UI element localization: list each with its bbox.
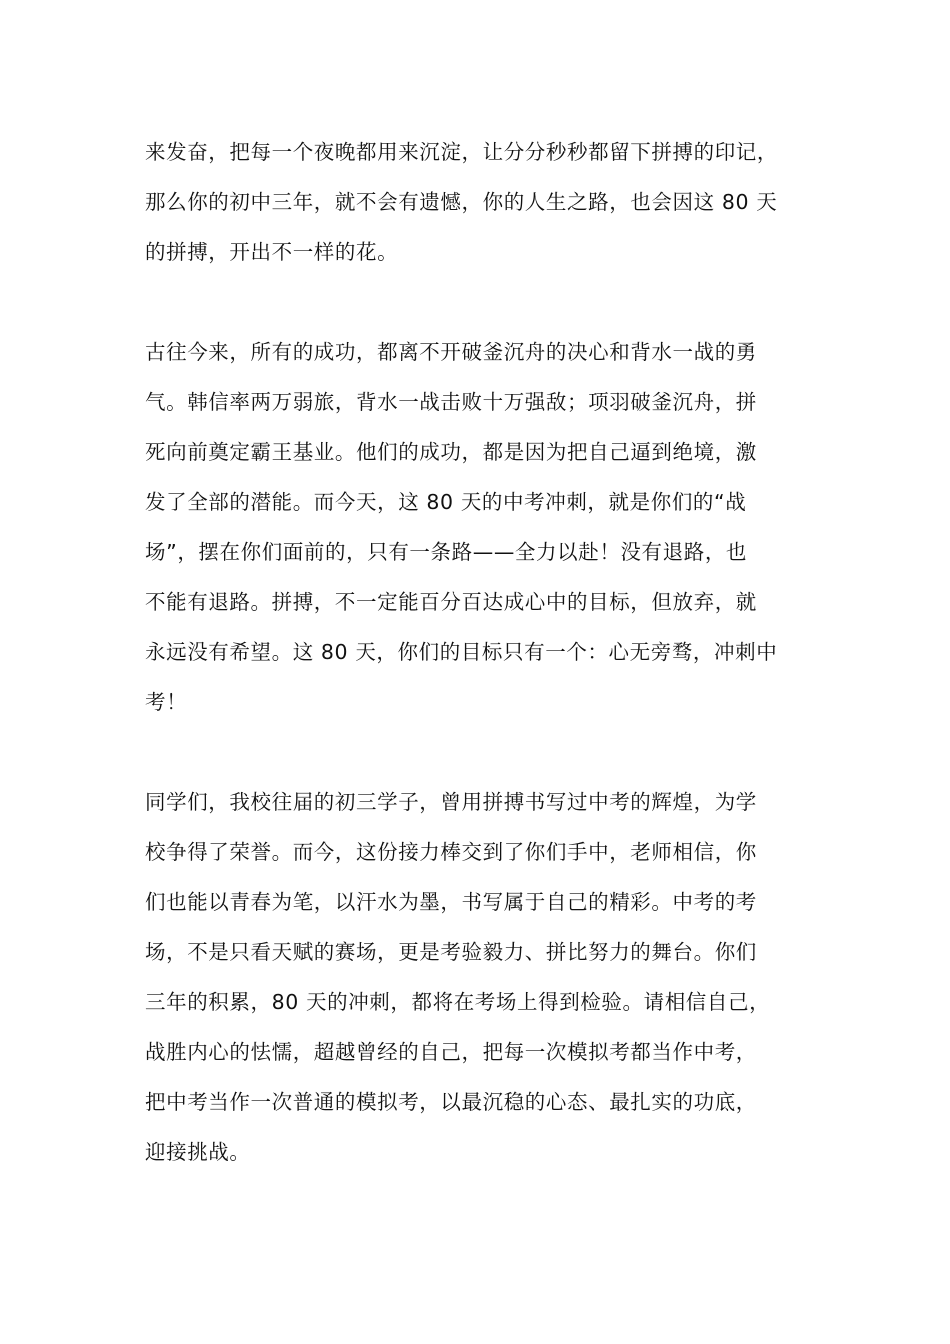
text-line: 战胜内心的怯懦，超越曾经的自己，把每一次模拟考都当作中考， [145,1040,757,1064]
text-line: 同学们，我校往届的初三学子，曾用拼搏书写过中考的辉煌，为学 [145,790,757,814]
text-line: 那么你的初中三年，就不会有遗憾，你的人生之路，也会因这 80 天 [145,190,778,214]
text-line: 不能有退路。拼搏，不一定能百分百达成心中的目标，但放弃，就 [145,590,757,614]
text-line: 的拼搏，开出不一样的花。 [145,240,399,264]
paragraph-2 [145,327,815,727]
text-line: 来发奋，把每一个夜晚都用来沉淀，让分分秒秒都留下拼搏的印记， [145,140,778,164]
text-line: 气。韩信率两万弱旅，背水一战击败十万强敌；项羽破釜沉舟，拼 [145,390,757,414]
text-line: 发了全部的潜能。而今天，这 80 天的中考冲刺，就是你们的“战 [145,490,747,514]
text-line: 们也能以青春为笔，以汗水为墨，书写属于自己的精彩。中考的考 [145,890,757,914]
text-line: 考！ [145,690,188,714]
text-line: 三年的积累，80 天的冲刺，都将在考场上得到检验。请相信自己， [145,990,771,1014]
paragraph-3 [145,777,815,1177]
paragraph-1 [145,127,815,277]
text-line: 场，不是只看天赋的赛场，更是考验毅力、拼比努力的舞台。你们 [145,940,757,964]
text-line: 永远没有希望。这 80 天，你们的目标只有一个：心无旁骛，冲刺中 [145,640,778,664]
text-line: 死向前奠定霸王基业。他们的成功，都是因为把自己逼到绝境，激 [145,440,757,464]
text-line: 把中考当作一次普通的模拟考，以最沉稳的心态、最扎实的功底， [145,1090,757,1114]
text-line: 古往今来，所有的成功，都离不开破釜沉舟的决心和背水一战的勇 [145,340,757,364]
text-line: 校争得了荣誉。而今，这份接力棒交到了你们手中，老师相信，你 [145,840,757,864]
text-line: 迎接挑战。 [145,1140,251,1164]
text-line: 场”，摆在你们面前的，只有一条路——全力以赴！没有退路，也 [145,540,748,564]
